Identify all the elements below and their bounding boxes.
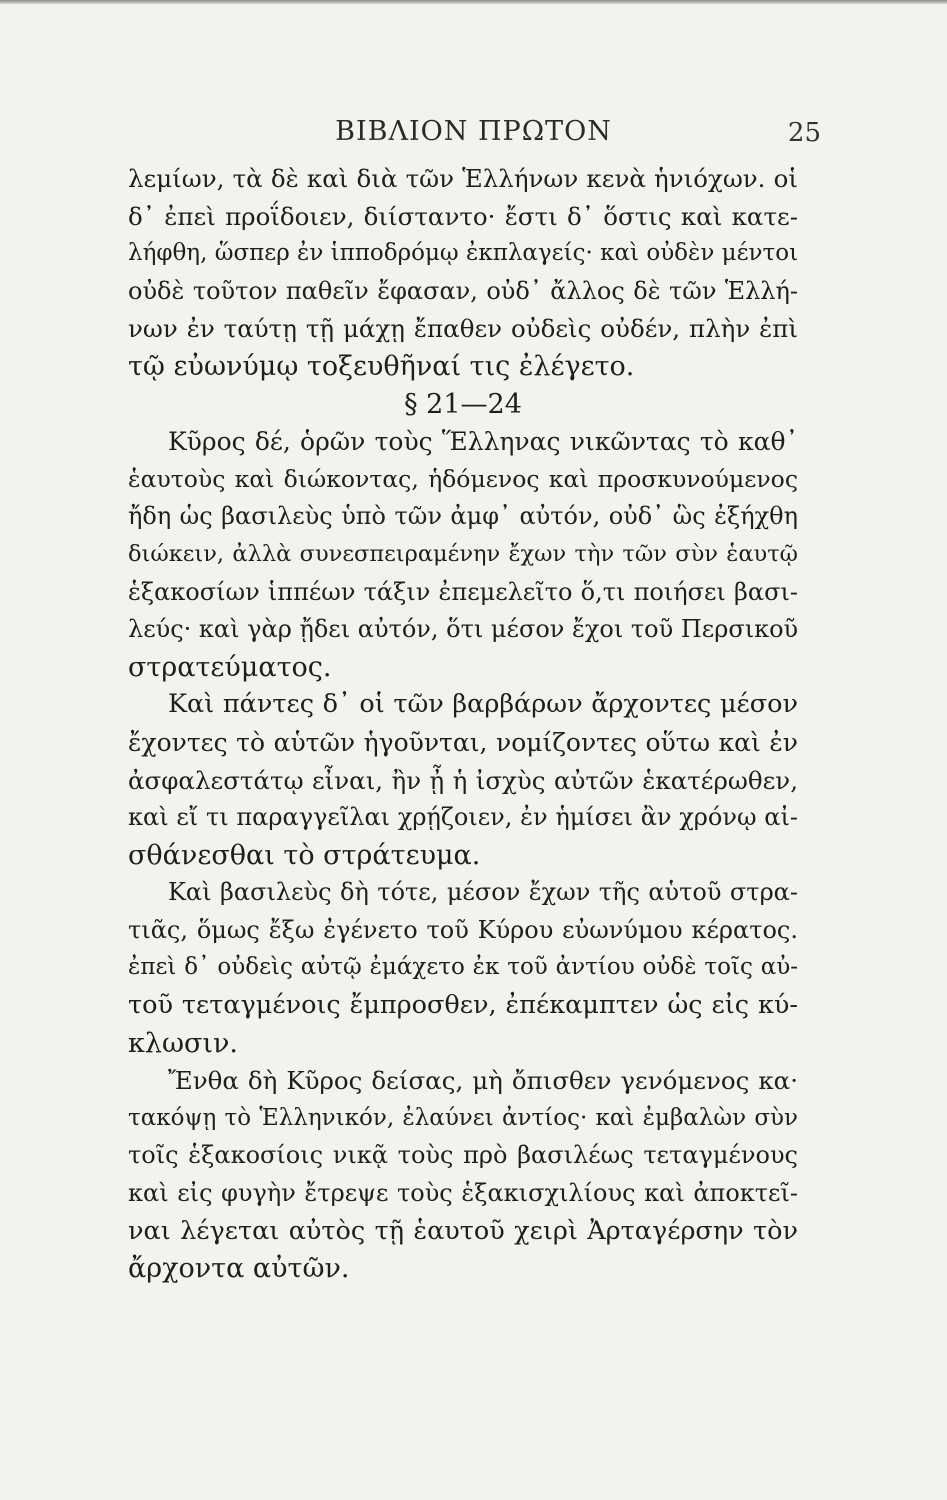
text-line: λεύς· καὶ γὰρ ᾔδει αὐτόν, ὅτι μέσον ἔχοι τοῦ Περσικοῦ [128, 615, 799, 644]
paragraph [128, 874, 798, 1062]
section-heading: § 21—24 [404, 388, 522, 420]
text-line: σθάνεσθαι τὸ στράτευμα. [128, 839, 481, 871]
text-line: Καὶ βασιλεὺς δὴ τότε, μέσον ἔχων τῆς αὑτοῦ στρα- [168, 878, 798, 907]
text-line: ἔχοντες τὸ αὑτῶν ἡγοῦνται, νομίζοντες οὕτω καὶ ἐν [128, 727, 798, 757]
text-line: ἄρχοντα αὐτῶν. [128, 1253, 350, 1285]
paragraph [128, 423, 798, 686]
text-line: ἑαυτοὺς καὶ διώκοντας, ἡδόμενος καὶ προσκυνούμενος [128, 464, 798, 493]
text-line: τακόψῃ τὸ Ἑλληνικόν, ἐλαύνει ἀντίος· καὶ ἐμβαλὼν σὺν [128, 1104, 798, 1131]
text-line: ἑξακοσίων ἱππέων τάξιν ἐπεμελεῖτο ὅ,τι ποιήσει βασι- [128, 577, 798, 606]
text-line: διώκειν, ἀλλὰ συνεσπειραμένην ἔχων τὴν τῶν σὺν ἑαυτῷ [128, 540, 798, 567]
paragraph [128, 686, 798, 874]
text-line: ἐπεὶ δ᾽ οὐδεὶς αὐτῷ ἐμάχετο ἐκ τοῦ ἀντίου οὐδὲ τοῖς αὐ- [128, 954, 798, 981]
text-line: καὶ εἴ τι παραγγεῖλαι χρῄζοιεν, ἐν ἡμίσει ἂν χρόνῳ αἰ- [128, 803, 798, 832]
text-line: δ᾽ ἐπεὶ προΐδοιεν, διίσταντο· ἔστι δ᾽ ὅστις καὶ κατε- [128, 201, 798, 231]
paragraph [128, 1062, 798, 1288]
text-line: καὶ εἰς φυγὴν ἔτρεψε τοὺς ἑξακισχιλίους καὶ ἀποκτεῖ- [128, 1179, 798, 1208]
text-line: ἀσφαλεστάτῳ εἶναι, ἢν ᾖ ἡ ἰσχὺς αὐτῶν ἑκατέρωθεν, [128, 765, 798, 795]
text-line: Κῦρος δέ, ὁρῶν τοὺς Ἕλληνας νικῶντας τὸ καθ᾽ [168, 427, 798, 457]
text-line: κλωσιν. [128, 1027, 239, 1059]
text-line: νων ἐν ταύτῃ τῇ μάχῃ ἔπαθεν οὐδεὶς οὐδέν, πλὴν ἐπὶ [128, 314, 798, 344]
running-head: ΒΙΒΛΙΟΝ ΠΡΩΤΟΝ [335, 116, 612, 147]
text-line: λήφθη, ὥσπερ ἐν ἱπποδρόμῳ ἐκπλαγείς· καὶ οὐδὲν μέντοι [128, 240, 799, 267]
text-line: τοῦ τεταγμένοις ἔμπροσθεν, ἐπέκαμπτεν ὡς εἰς κύ- [128, 990, 798, 1021]
text-line: ναι λέγεται αὐτὸς τῇ ἑαυτοῦ χειρὶ Ἀρταγέρσην τὸν [128, 1215, 798, 1246]
text-line: λεμίων, τὰ δὲ καὶ διὰ τῶν Ἑλλήνων κενὰ ἡνιόχων. οἱ [128, 164, 798, 193]
text-line: τιᾶς, ὅμως ἔξω ἐγένετο τοῦ Κύρου εὐωνύμου κέρατος. [128, 915, 798, 944]
text-line: στρατεύματος. [128, 651, 332, 683]
text-line: οὐδὲ τοῦτον παθεῖν ἔφασαν, οὐδ᾽ ἄλλος δὲ τῶν Ἑλλή- [128, 276, 798, 305]
text-line: Ἔνθα δὴ Κῦρος δείσας, μὴ ὄπισθεν γενόμενος κα· [168, 1066, 798, 1096]
page-number: 25 [787, 118, 821, 148]
text-line: τῷ εὐωνύμῳ τοξευθῆναί τις ἐλέγετο. [128, 350, 635, 382]
page-top-edge [0, 0, 947, 4]
text-line: ἤδη ὡς βασιλεὺς ὑπὸ τῶν ἀμφ᾽ αὐτόν, οὐδ᾽ ὣς ἐξήχθη [128, 502, 798, 531]
page-header [0, 112, 947, 152]
paragraph [128, 160, 798, 386]
body-text [128, 160, 798, 1288]
text-line: Καὶ πάντες δ᾽ οἱ τῶν βαρβάρων ἄρχοντες μέσον [168, 689, 798, 720]
text-line: τοῖς ἑξακοσίοις νικᾷ τοὺς πρὸ βασιλέως τεταγμένους [128, 1141, 798, 1170]
